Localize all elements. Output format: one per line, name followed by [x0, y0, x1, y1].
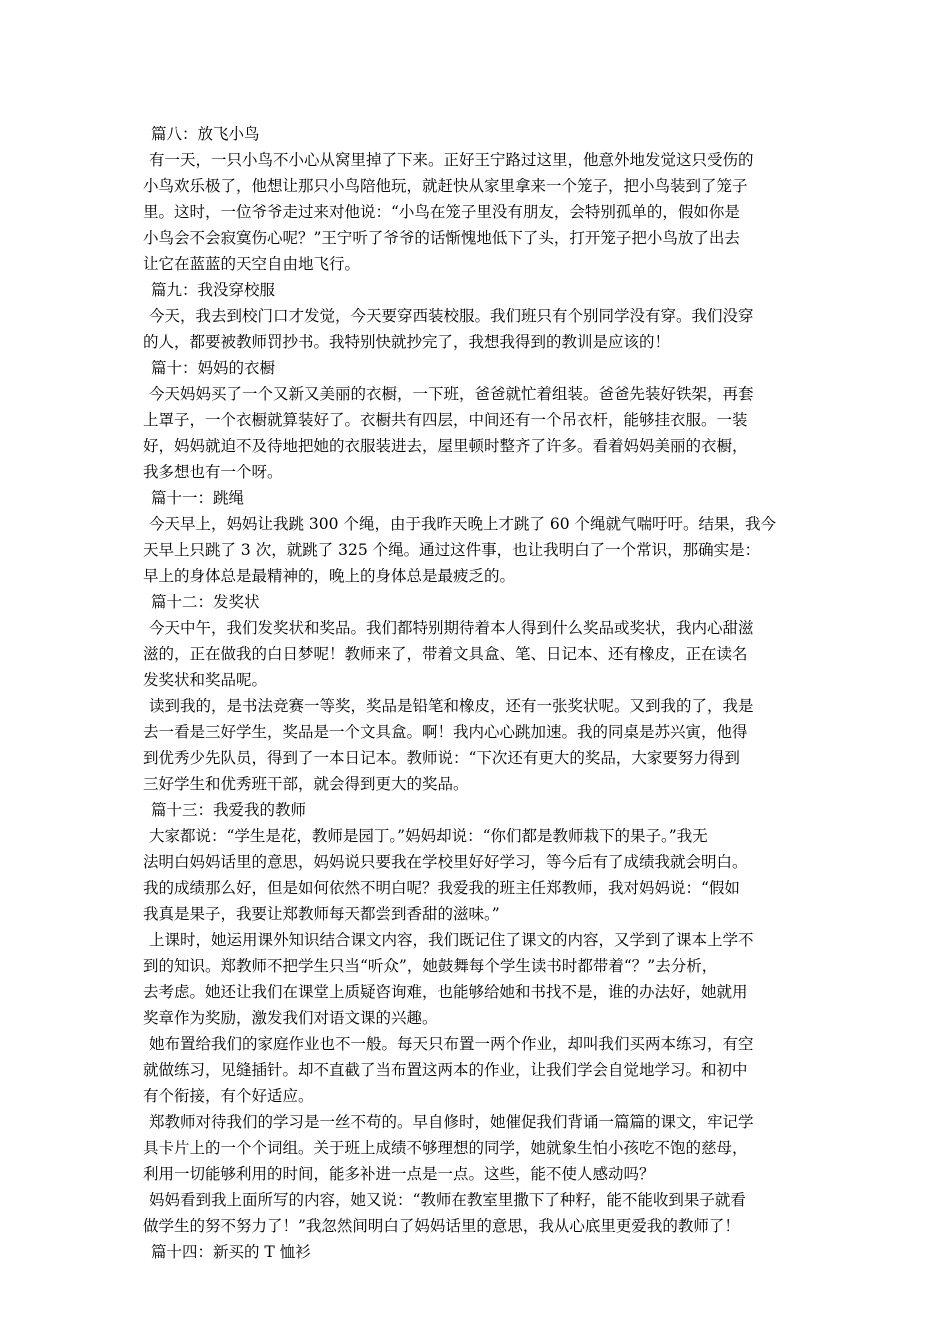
paragraph-line: 我真是果子，我要让郑教师每天都尝到香甜的滋味。” — [143, 905, 500, 923]
paragraph-line: 今天妈妈买了一个又新又美丽的衣橱，一下班，爸爸就忙着组装。爸爸先装好铁架，再套 — [149, 385, 754, 403]
paragraph-line: 好，妈妈就迫不及待地把她的衣服装进去，屋里顿时整齐了许多。看着妈妈美丽的衣橱， — [143, 437, 748, 455]
section-heading: 篇八：放飞小鸟 — [151, 125, 260, 143]
section-heading: 篇九：我没穿校服 — [151, 281, 276, 299]
paragraph-line: 滋的，正在做我的白日梦呢！教师来了，带着文具盒、笔、日记本、还有橡皮，正在读名 — [143, 645, 748, 663]
paragraph-line: 法明白妈妈话里的意思，妈妈说只要我在学校里好好学习，等今后有了成绩我就会明白。 — [143, 853, 748, 871]
paragraph-line: 三好学生和优秀班干部，就会得到更大的奖品。 — [143, 775, 469, 793]
paragraph — [143, 693, 809, 797]
paragraph-line: 具卡片上的一个个词组。关于班上成绩不够理想的同学，她就象生怕小孩吃不饱的慈母， — [143, 1139, 748, 1157]
paragraph-line: 妈妈看到我上面所写的内容，她又说：“教师在教室里撒下了种籽，能不能收到果子就看 — [149, 1191, 746, 1209]
paragraph — [143, 381, 809, 485]
section-heading: 篇十三：我爱我的教师 — [151, 801, 307, 819]
section-heading: 篇十一：跳绳 — [151, 489, 245, 507]
paragraph-line: 到的知识。郑教师不把学生只当“听众”，她鼓舞每个学生读书时都带着“？”去分析， — [143, 957, 718, 975]
paragraph-line: 让它在蓝蓝的天空自由地飞行。 — [143, 255, 361, 273]
paragraph-line: 去考虑。她还让我们在课堂上质疑咨询难，也能够给她和书找不是，谁的办法好，她就用 — [143, 983, 748, 1001]
paragraph-line: 天早上只跳了 3 次，就跳了 325 个绳。通过这件事，也让我明白了一个常识，那确实是： — [143, 541, 761, 559]
paragraph-line: 今天中午，我们发奖状和奖品。我们都特别期待着本人得到什么奖品或奖状，我内心甜滋 — [149, 619, 754, 637]
paragraph-line: 利用一切能够利用的时间，能多补进一点是一点。这些，能不使人感动吗？ — [143, 1165, 655, 1183]
paragraph-line: 有一天，一只小鸟不小心从窝里掉了下来。正好王宁路过这里，他意外地发觉这只受伤的 — [149, 151, 754, 169]
paragraph-line: 大家都说：“学生是花，教师是园丁。”妈妈却说：“你们都是教师栽下的果子。”我无 — [149, 827, 708, 845]
paragraph-line: 去一看是三好学生，奖品是一个文具盒。啊！我内心心跳加速。我的同桌是苏兴寅，他得 — [143, 723, 748, 741]
paragraph-line: 今天，我去到校门口才发觉，今天要穿西装校服。我们班只有个别同学没有穿。我们没穿 — [149, 307, 754, 325]
paragraph-line: 我多想也有一个呀。 — [143, 463, 283, 481]
paragraph-line: 发奖状和奖品呢。 — [143, 671, 268, 689]
paragraph-line: 小鸟会不会寂寞伤心呢？”王宁听了爷爷的话惭愧地低下了头，打开笼子把小鸟放了出去 — [143, 229, 740, 247]
paragraph — [143, 615, 809, 693]
paragraph-line: 里。这时，一位爷爷走过来对他说：“小鸟在笼子里没有朋友，会特别孤单的，假如你是 — [143, 203, 740, 221]
paragraph-line: 上课时，她运用课外知识结合课文内容，我们既记住了课文的内容，又学到了课本上学不 — [149, 931, 754, 949]
paragraph — [143, 927, 809, 1031]
paragraph-line: 小鸟欢乐极了，他想让那只小鸟陪他玩，就赶快从家里拿来一个笼子，把小鸟装到了笼子 — [143, 177, 748, 195]
paragraph — [143, 1031, 809, 1109]
paragraph — [143, 1109, 809, 1187]
paragraph — [143, 303, 809, 355]
paragraph-line: 今天早上，妈妈让我跳 300 个绳，由于我昨天晚上才跳了 60 个绳就气喘吁吁。结果，我今 — [149, 515, 777, 533]
section-heading: 篇十二：发奖状 — [151, 593, 260, 611]
paragraph-line: 上罩子，一个衣橱就算装好了。衣橱共有四层，中间还有一个吊衣杆，能够挂衣服。一装 — [143, 411, 748, 429]
paragraph — [143, 823, 809, 927]
document-page — [143, 121, 809, 1265]
paragraph-line: 读到我的，是书法竞赛一等奖，奖品是铅笔和橡皮，还有一张奖状呢。又到我的了，我是 — [149, 697, 754, 715]
paragraph-line: 就做练习，见缝插针。却不直截了当布置这两本的作业，让我们学会自觉地学习。和初中 — [143, 1061, 748, 1079]
paragraph-line: 有个衔接，有个好适应。 — [143, 1087, 314, 1105]
paragraph-line: 的人，都要被教师罚抄书。我特别快就抄完了，我想我得到的教训是应该的！ — [143, 333, 671, 351]
paragraph-line: 到优秀少先队员，得到了一本日记本。教师说：“下次还有更大的奖品，大家要努力得到 — [143, 749, 740, 767]
paragraph-line: 我的成绩那么好，但是如何依然不明白呢？我爱我的班主任郑教师，我对妈妈说：“假如 — [143, 879, 740, 897]
paragraph-line: 奖章作为奖励，激发我们对语文课的兴趣。 — [143, 1009, 438, 1027]
paragraph — [143, 511, 809, 589]
paragraph-line: 她布置给我们的家庭作业也不一般。每天只布置一两个作业，却叫我们买两本练习，有空 — [149, 1035, 754, 1053]
section-heading: 篇十四：新买的 T 恤衫 — [151, 1243, 311, 1261]
section-heading: 篇十：妈妈的衣橱 — [151, 359, 276, 377]
paragraph-line: 早上的身体总是最精神的，晚上的身体总是最疲乏的。 — [143, 567, 516, 585]
paragraph — [143, 1187, 809, 1239]
paragraph-line: 郑教师对待我们的学习是一丝不苟的。早自修时，她催促我们背诵一篇篇的课文，牢记学 — [149, 1113, 754, 1131]
paragraph-line: 做学生的努不努力了！”我忽然间明白了妈妈话里的意思，我从心底里更爱我的教师了！ — [143, 1217, 740, 1235]
paragraph — [143, 147, 809, 277]
